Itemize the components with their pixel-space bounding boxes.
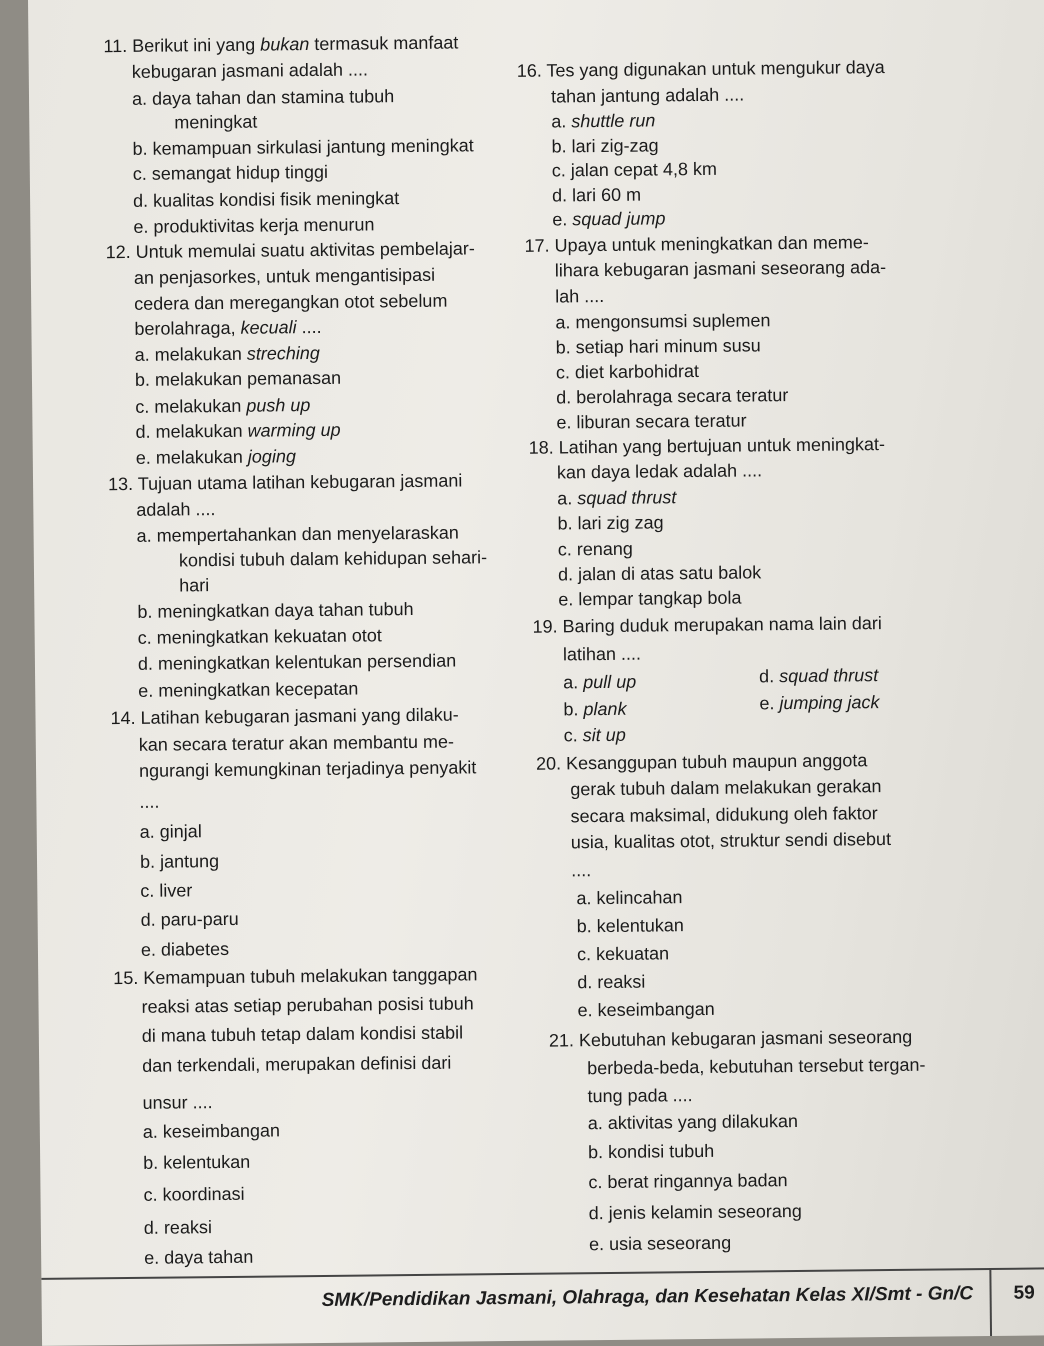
q17-line1: 17. Upaya untuk meningkatkan dan meme-	[524, 232, 869, 256]
q14-line4: ....	[139, 791, 160, 812]
q15-option-b: b. kelentukan	[143, 1151, 251, 1173]
q14-line3: ngurangi kemungkinan terjadinya penyakit	[138, 757, 477, 781]
q20-line1: 20. Kesanggupan tubuh maupun anggota	[535, 750, 868, 774]
q13-option-a-line3: hari	[179, 575, 210, 596]
textbook-page	[28, 0, 1044, 1346]
q11-line2: kebugaran jasmani adalah ....	[131, 59, 369, 82]
q15-option-e: e. daya tahan	[144, 1246, 254, 1268]
q15-line2: reaksi atas setiap perubahan posisi tubuh	[141, 993, 474, 1017]
q19-option-e: e. jumping jack	[759, 692, 880, 714]
q19-option-a: a. pull up	[563, 671, 637, 693]
q15-line4: dan terkendali, merupakan definisi dari	[142, 1052, 452, 1076]
q12-line4: berolahraga, kecuali ....	[134, 316, 322, 339]
q17-option-c: c. diet karbohidrat	[555, 360, 700, 383]
q21-option-c: c. berat ringannya badan	[588, 1170, 788, 1193]
q20-line2: gerak tubuh dalam melakukan gerakan	[570, 776, 882, 800]
q11-option-e: e. produktivitas kerja menurun	[133, 214, 375, 237]
q11-option-b: b. kemampuan sirkulasi jantung meningkat	[132, 135, 474, 159]
q15-option-d: d. reaksi	[143, 1217, 212, 1238]
q20-option-a: a. kelincahan	[576, 887, 683, 909]
q13-option-e: e. meningkatkan kecepatan	[138, 678, 359, 701]
q19-line1: 19. Baring duduk merupakan nama lain dari	[532, 613, 882, 637]
q14-option-c: c. liver	[140, 880, 193, 901]
footer-rule	[41, 1268, 991, 1280]
q12-line3: cedera dan meregangkan otot sebelum	[134, 290, 448, 314]
q18-option-c: c. renang	[557, 538, 633, 560]
q18-option-d: d. jalan di atas satu balok	[557, 562, 762, 585]
q14-option-e: e. diabetes	[140, 938, 230, 960]
page-number: 59	[1013, 1282, 1035, 1304]
q13-option-d: d. meningkatkan kelentukan persendian	[137, 650, 457, 674]
q16-line2: tahan jantung adalah ....	[550, 84, 745, 107]
q20-option-b: b. kelentukan	[576, 915, 684, 937]
q14-line2: kan secara teratur akan membantu me-	[138, 731, 455, 755]
q19-option-c: c. sit up	[563, 724, 626, 746]
q17-option-d: d. berolahraga secara teratur	[556, 385, 789, 408]
q13-option-c: c. meningkatkan kekuatan otot	[137, 625, 382, 648]
q20-option-c: c. kekuatan	[576, 943, 670, 965]
q21-line2: berbeda-beda, kebutuhan tersebut tergan-	[587, 1054, 926, 1079]
q18-option-e: e. lempar tangkap bola	[558, 587, 742, 610]
q17-line3: lah ....	[555, 285, 605, 307]
q11-option-a-line2: meningkat	[174, 111, 258, 133]
q15-line5: unsur ....	[142, 1092, 213, 1113]
q20-line3: secara maksimal, didukung oleh faktor	[570, 803, 878, 827]
q21-option-a: a. aktivitas yang dilakukan	[587, 1110, 799, 1134]
q21-option-b: b. kondisi tubuh	[587, 1140, 715, 1163]
q17-option-e: e. liburan secara teratur	[556, 410, 747, 433]
q12-option-a: a. melakukan streching	[134, 342, 320, 365]
q12-option-d: d. melakukan warming up	[135, 419, 341, 442]
q11-option-c: c. semangat hidup tinggi	[132, 161, 329, 184]
q18-option-a: a. squad thrust	[557, 487, 677, 509]
q21-line3: tung pada ....	[587, 1085, 693, 1107]
q17-option-a: a. mengonsumsi suplemen	[555, 310, 771, 333]
q20-line4: usia, kualitas otot, struktur sendi disebut	[570, 829, 892, 853]
q14-option-d: d. paru-paru	[140, 908, 239, 930]
q13-option-a-line2: kondisi tubuh dalam kehidupan sehari-	[178, 547, 488, 571]
q15-line3: di mana tubuh tetap dalam kondisi stabil	[141, 1022, 464, 1046]
q12-option-c: c. melakukan push up	[135, 395, 311, 417]
footer-book-title: SMK/Pendidikan Jasmani, Olahraga, dan Kesehatan Kelas XI/Smt - Gn/C	[321, 1283, 974, 1311]
q20-line5: ....	[571, 860, 592, 881]
q17-option-b: b. setiap hari minum susu	[555, 335, 761, 358]
q20-option-d: d. reaksi	[577, 971, 646, 993]
q18-line1: 18. Latihan yang bertujuan untuk meningkat-	[528, 434, 886, 458]
q11-line1: 11. Berikut ini yang bukan termasuk manfaat	[103, 32, 459, 57]
q16-option-b: b. lari zig-zag	[551, 135, 659, 157]
q14-line1: 14. Latihan kebugaran jasmani yang dilaku-	[110, 704, 459, 729]
q15-option-c: c. koordinasi	[143, 1183, 245, 1205]
q13-line1: 13. Tujuan utama latihan kebugaran jasmani	[107, 470, 463, 495]
q16-option-a: a. shuttle run	[551, 110, 656, 132]
q21-line1: 21. Kebutuhan kebugaran jasmani seseorang	[548, 1026, 913, 1051]
q12-option-b: b. melakukan pemanasan	[134, 367, 342, 390]
q16-option-d: d. lari 60 m	[551, 184, 642, 206]
q21-option-e: e. usia seseorang	[588, 1232, 732, 1255]
q16-line1: 16. Tes yang digunakan untuk mengukur daya	[516, 57, 885, 81]
q15-option-a: a. keseimbangan	[142, 1120, 281, 1142]
q15-line1: 15. Kemampuan tubuh melakukan tanggapan	[113, 964, 478, 989]
q11-option-a-line1: a. daya tahan dan stamina tubuh	[131, 86, 395, 109]
q17-line2: lihara kebugaran jasmani seseorang ada-	[554, 257, 887, 281]
q11-option-d: d. kualitas kondisi fisik meningkat	[133, 188, 400, 211]
q13-line2: adalah ....	[136, 499, 216, 520]
q14-option-b: b. jantung	[139, 851, 220, 872]
q14-option-a: a. ginjal	[139, 821, 202, 842]
q16-option-e: e. squad jump	[552, 208, 666, 230]
q13-option-a-line1: a. mempertahankan dan menyelaraskan	[136, 522, 459, 546]
q12-option-e: e. melakukan joging	[135, 446, 297, 468]
q19-option-d: d. squad thrust	[759, 665, 879, 687]
q12-line2: an penjasorkes, untuk mengantisipasi	[133, 264, 436, 288]
q18-line2: kan daya ledak adalah ....	[556, 460, 763, 483]
q13-option-b: b. meningkatkan daya tahan tubuh	[137, 598, 414, 622]
q21-option-d: d. jenis kelamin seseorang	[588, 1200, 802, 1224]
q19-line2: latihan ....	[562, 643, 642, 665]
q19-option-b: b. plank	[563, 698, 627, 720]
q18-option-b: b. lari zig zag	[557, 512, 664, 534]
q16-option-c: c. jalan cepat 4,8 km	[551, 158, 718, 181]
q12-line1: 12. Untuk memulai suatu aktivitas pembelajar-	[105, 238, 475, 263]
q20-option-e: e. keseimbangan	[577, 998, 715, 1021]
